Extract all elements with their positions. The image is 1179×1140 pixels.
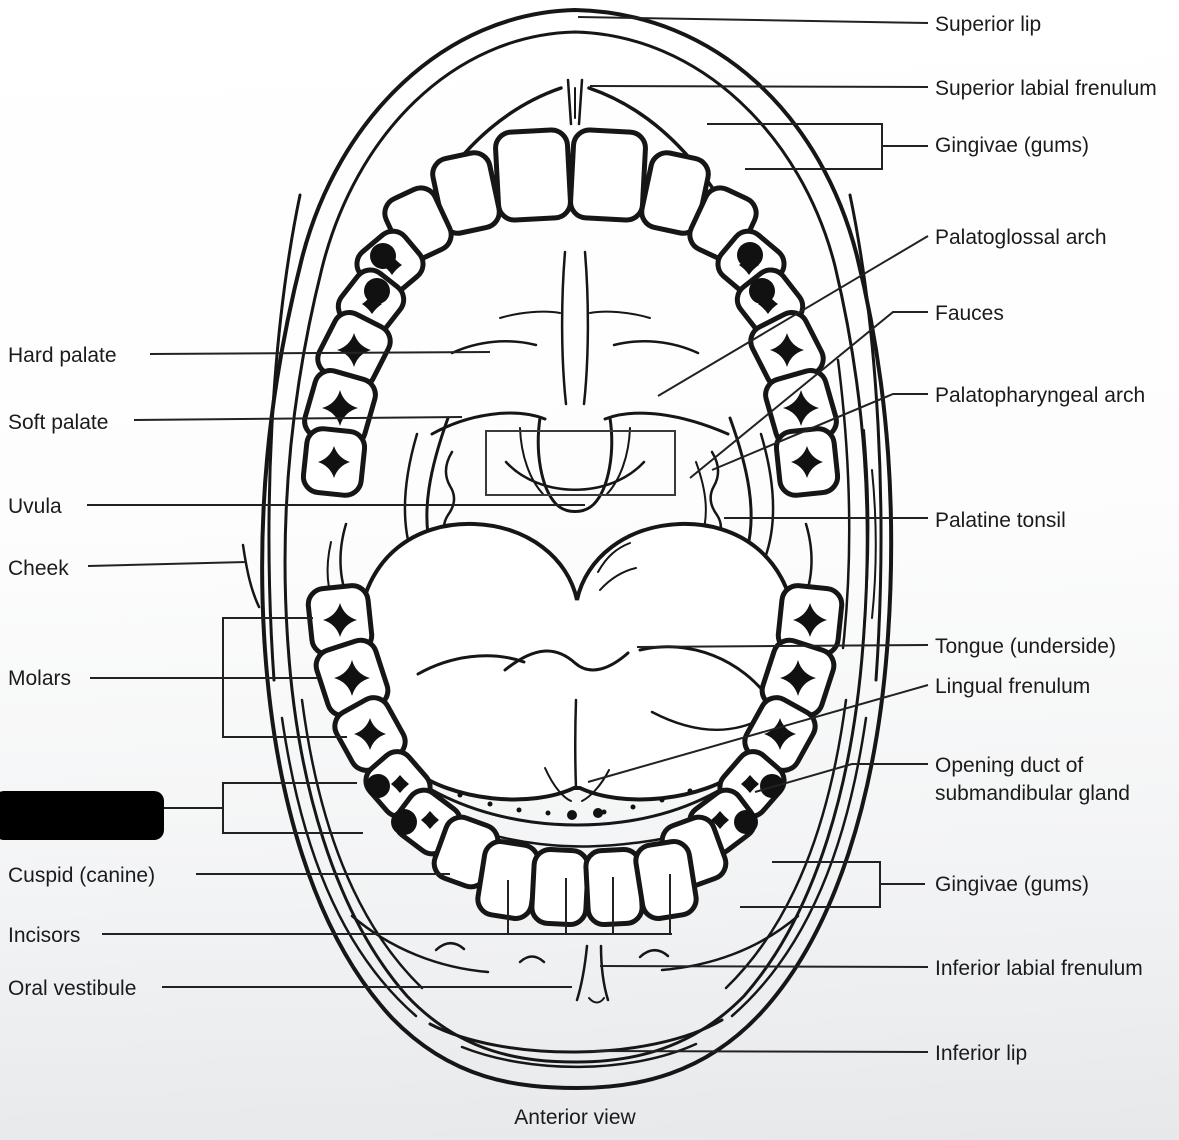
tooth-marker-dot <box>366 774 390 798</box>
label-uvula: Uvula <box>8 495 62 518</box>
label-palatoglossal-arch: Palatoglossal arch <box>935 226 1107 249</box>
tooth <box>634 839 699 921</box>
leader-hard-palate <box>150 352 490 354</box>
label-opening-duct-submandibular: Opening duct of submandibular gland <box>935 754 1130 805</box>
leader-inferior-lip <box>590 1051 928 1052</box>
leader-cheek <box>88 562 246 566</box>
label-palatine-tonsil: Palatine tonsil <box>935 509 1066 532</box>
palatopharyngeal-arch-right <box>761 434 773 558</box>
inferior-labial-frenulum-line <box>589 998 604 1003</box>
redacted-label[interactable] <box>0 791 164 840</box>
tooth <box>531 849 589 926</box>
inferior-labial-frenulum-line <box>601 946 608 1000</box>
label-gingivae-top: Gingivae (gums) <box>935 134 1090 157</box>
label-oral-vestibule: Oral vestibule <box>8 977 137 1000</box>
leader-inferior-labial-frenulum <box>600 966 928 967</box>
vestibule-arc-right <box>662 916 798 970</box>
label-molars: Molars <box>8 667 72 690</box>
label-lingual-frenulum: Lingual frenulum <box>935 675 1091 698</box>
label-soft-palate: Soft palate <box>8 411 109 434</box>
lower-lip-inner-arc <box>430 1020 722 1052</box>
tooth <box>495 129 572 221</box>
tooth-marker-dot <box>364 278 390 304</box>
label-inferior-labial-frenulum: Inferior labial frenulum <box>935 957 1143 980</box>
tooth-marker-dot <box>391 809 417 835</box>
cheek-fold-right-3 <box>872 470 876 618</box>
label-inferior-lip: Inferior lip <box>935 1042 1028 1065</box>
figure-caption: Anterior view <box>514 1106 636 1129</box>
bracket-gingivae-top <box>707 124 882 169</box>
label-fauces: Fauces <box>935 302 1004 325</box>
leader-superior-labial-frenulum <box>590 86 928 87</box>
vestibule-scallop <box>520 957 544 963</box>
label-gingivae-bottom: Gingivae (gums) <box>935 873 1090 896</box>
label-palatopharyngeal-arch: Palatopharyngeal arch <box>935 384 1146 407</box>
cheek-fold-left <box>243 545 259 607</box>
uvula-shape <box>538 418 611 512</box>
superior-labial-frenulum-line <box>568 80 571 124</box>
inferior-labial-frenulum-line <box>577 946 587 1000</box>
label-cuspid-canine: Cuspid (canine) <box>8 864 156 887</box>
label-tongue-underside: Tongue (underside) <box>935 635 1116 658</box>
hard-palate-crease <box>590 312 650 318</box>
tooth-marker-dot <box>737 242 763 268</box>
label-incisors: Incisors <box>8 924 81 947</box>
vestibule-scallop <box>436 943 464 950</box>
superior-labial-frenulum-line <box>579 80 582 124</box>
tooth-marker-dot <box>734 810 758 834</box>
hard-palate-crease <box>614 341 698 353</box>
lingual-frenulum-line <box>575 700 576 788</box>
label-superior-labial-frenulum: Superior labial frenulum <box>935 77 1157 100</box>
tooth-marker-dot <box>749 278 775 304</box>
tooth-marker-dot <box>370 243 396 269</box>
tooth-marker-dot <box>760 774 784 798</box>
leader-soft-palate <box>134 417 462 420</box>
tooth <box>570 129 647 221</box>
label-cheek: Cheek <box>8 557 69 580</box>
label-superior-lip: Superior lip <box>935 13 1042 36</box>
tongue-underside <box>358 524 796 800</box>
annotation-box[interactable] <box>486 431 675 495</box>
palate-median-raphe <box>584 252 588 404</box>
hard-palate-crease <box>500 312 560 318</box>
label-hard-palate: Hard palate <box>8 344 117 367</box>
leader-superior-lip <box>578 17 928 23</box>
palate-median-raphe <box>562 252 566 404</box>
vestibule-scallop <box>640 950 668 957</box>
